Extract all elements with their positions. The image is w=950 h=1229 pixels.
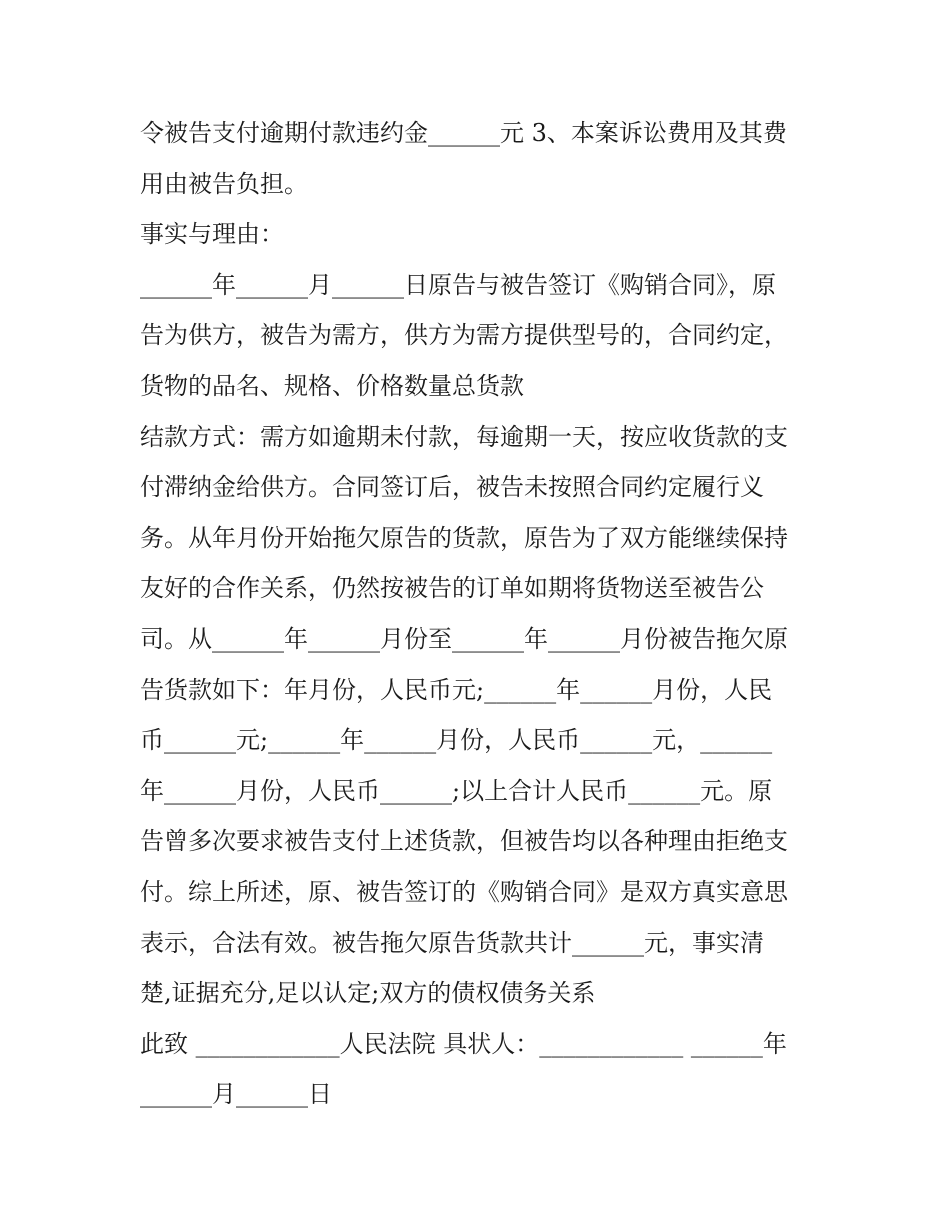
date-line: ______月______日 — [140, 1080, 332, 1109]
text-line: 告为供方，被告为需方，供方为需方提供型号的，合同约定， — [140, 321, 788, 350]
text-line: 币______元;______年______月份，人民币______元，______ — [140, 726, 773, 755]
text-line: 司。从______年______月份至______年______月份被告拖欠原 — [140, 624, 788, 653]
text-line: 付。综上所述，原、被告签订的《购销合同》是双方真实意思 — [140, 877, 788, 906]
text-line: 令被告支付逾期付款违约金______元 3、本案诉讼费用及其费 — [140, 119, 787, 147]
section-heading: 事实与理由： — [140, 220, 284, 249]
document-body — [140, 108, 820, 1120]
text-line: ______年______月______日原告与被告签订《购销合同》，原 — [140, 270, 776, 299]
text-line: 务。从年月份开始拖欠原告的货款，原告为了双方能继续保持 — [140, 523, 788, 552]
text-line: 结款方式：需方如逾期未付款，每逾期一天，按应收货款的支 — [140, 422, 788, 451]
text-line: 表示，合法有效。被告拖欠原告货款共计______元，事实清 — [140, 928, 764, 957]
text-line: 友好的合作关系，仍然按被告的订单如期将货物送至被告公 — [140, 574, 764, 603]
text-line: 货物的品名、规格、价格数量总货款 — [140, 371, 524, 400]
text-line: 告曾多次要求被告支付上述货款，但被告均以各种理由拒绝支 — [140, 827, 788, 856]
text-line: 楚,证据充分,足以认定;双方的债权债务关系 — [140, 979, 596, 1008]
text-line: 告货款如下：年月份，人民币元;______年______月份，人民 — [140, 675, 773, 704]
closing-line: 此致 ____________人民法院 具状人：____________ ______年 — [140, 1029, 787, 1058]
text-line: 用由被告负担。 — [140, 169, 308, 198]
text-line: 付滞纳金给供方。合同签订后，被告未按照合同约定履行义 — [140, 473, 764, 502]
text-line: 年______月份，人民币______;以上合计人民币______元。原 — [140, 776, 773, 805]
